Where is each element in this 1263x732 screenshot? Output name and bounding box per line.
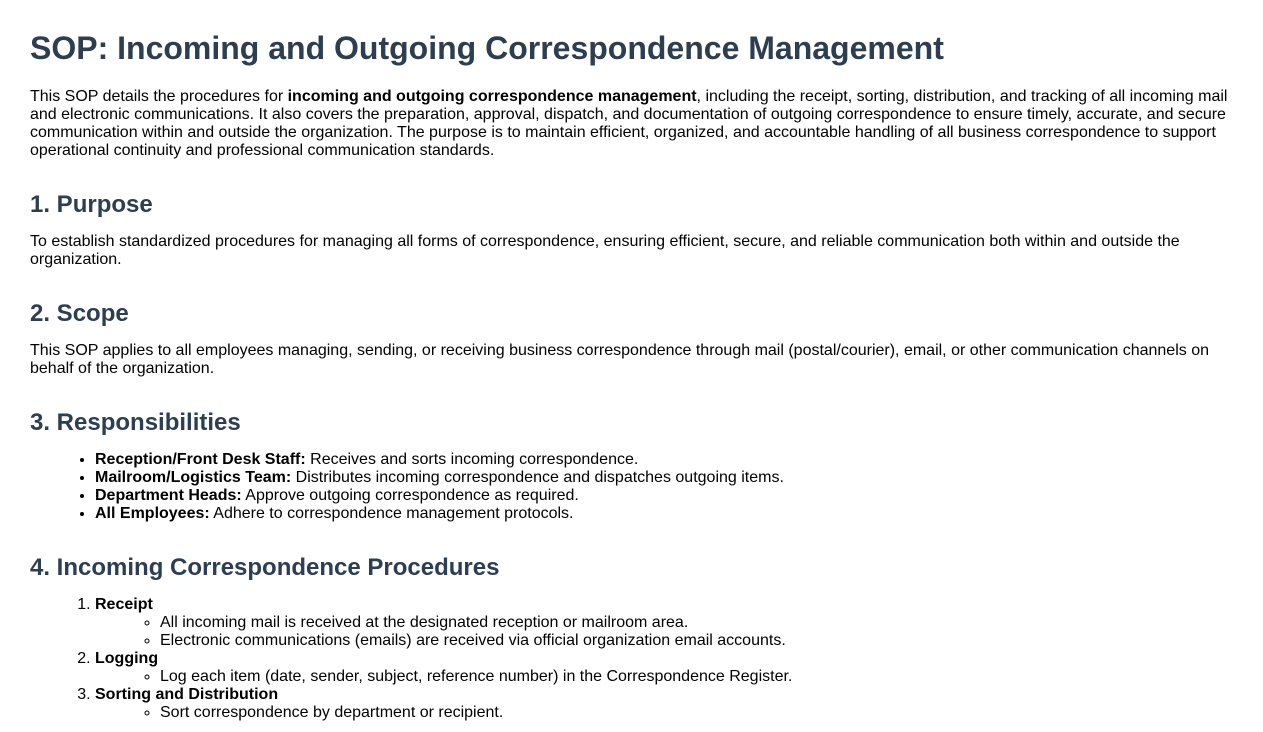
step-points <box>95 704 1233 722</box>
list-item <box>95 505 1233 523</box>
list-item: ◦ Log each item (date, sender, subject, reference number) in the Correspondence Register. <box>160 668 1233 686</box>
step-title: Sorting and Distribution <box>95 686 279 703</box>
list-item: ◦ Electronic communications (emails) are received via official organization email accounts. <box>160 632 1233 650</box>
list-item <box>95 487 1233 505</box>
incoming-procedure-list <box>30 596 1233 722</box>
intro-text-after: , including the receipt, sorting, distribution, and tracking of all incoming mail and electronic communications. It also covers the preparation, approval, dispatch, and documentation of outgoing correspondence to ensure timely, accurate, and secure communication within and outside the organization. The purpose is to maintain efficient, organized, and accountable handling of all business correspondence to support operational continuity and professional communication standards. <box>30 88 1228 159</box>
section-heading-responsibilities: 3. Responsibilities <box>30 409 241 436</box>
intro-text-before: This SOP details the procedures for <box>30 88 288 105</box>
list-item <box>95 451 1233 469</box>
role-label: Mailroom/Logistics Team: <box>95 469 292 486</box>
intro-paragraph <box>30 88 1233 160</box>
section-heading-purpose: 1. Purpose <box>30 191 153 218</box>
role-label: All Employees: <box>95 505 210 522</box>
step-points <box>95 668 1233 686</box>
role-label: Reception/Front Desk Staff: <box>95 451 306 468</box>
procedure-step <box>95 650 1233 686</box>
section-heading-incoming: 4. Incoming Correspondence Procedures <box>30 554 500 581</box>
role-description: Approve outgoing correspondence as required. <box>241 487 579 504</box>
intro-text-bold: incoming and outgoing correspondence management <box>287 88 697 105</box>
document-page <box>0 30 1263 722</box>
section-heading-scope: 2. Scope <box>30 300 129 327</box>
responsibilities-list <box>30 451 1233 523</box>
purpose-text: To establish standardized procedures for managing all forms of correspondence, ensuring efficient, secure, and reliable communication both within and outside the organization. <box>30 233 1180 268</box>
procedure-step <box>95 686 1233 722</box>
role-description: Adhere to correspondence management protocols. <box>209 505 574 522</box>
list-item <box>95 469 1233 487</box>
list-item: ◦ All incoming mail is received at the designated reception or mailroom area. <box>160 614 1233 632</box>
scope-text: This SOP applies to all employees managing, sending, or receiving business correspondence through mail (postal/courier), email, or other communication channels on behalf of the organization. <box>30 342 1209 377</box>
procedure-step <box>95 596 1233 650</box>
role-description: Distributes incoming correspondence and dispatches outgoing items. <box>291 469 784 486</box>
step-points <box>95 614 1233 650</box>
role-label: Department Heads: <box>95 487 242 504</box>
page-title: SOP: Incoming and Outgoing Correspondence Management <box>30 30 944 66</box>
list-item: ◦ Sort correspondence by department or recipient. <box>160 704 1233 722</box>
step-title: Logging <box>95 650 159 667</box>
step-title: Receipt <box>95 596 153 613</box>
role-description: Receives and sorts incoming correspondence. <box>305 451 639 468</box>
